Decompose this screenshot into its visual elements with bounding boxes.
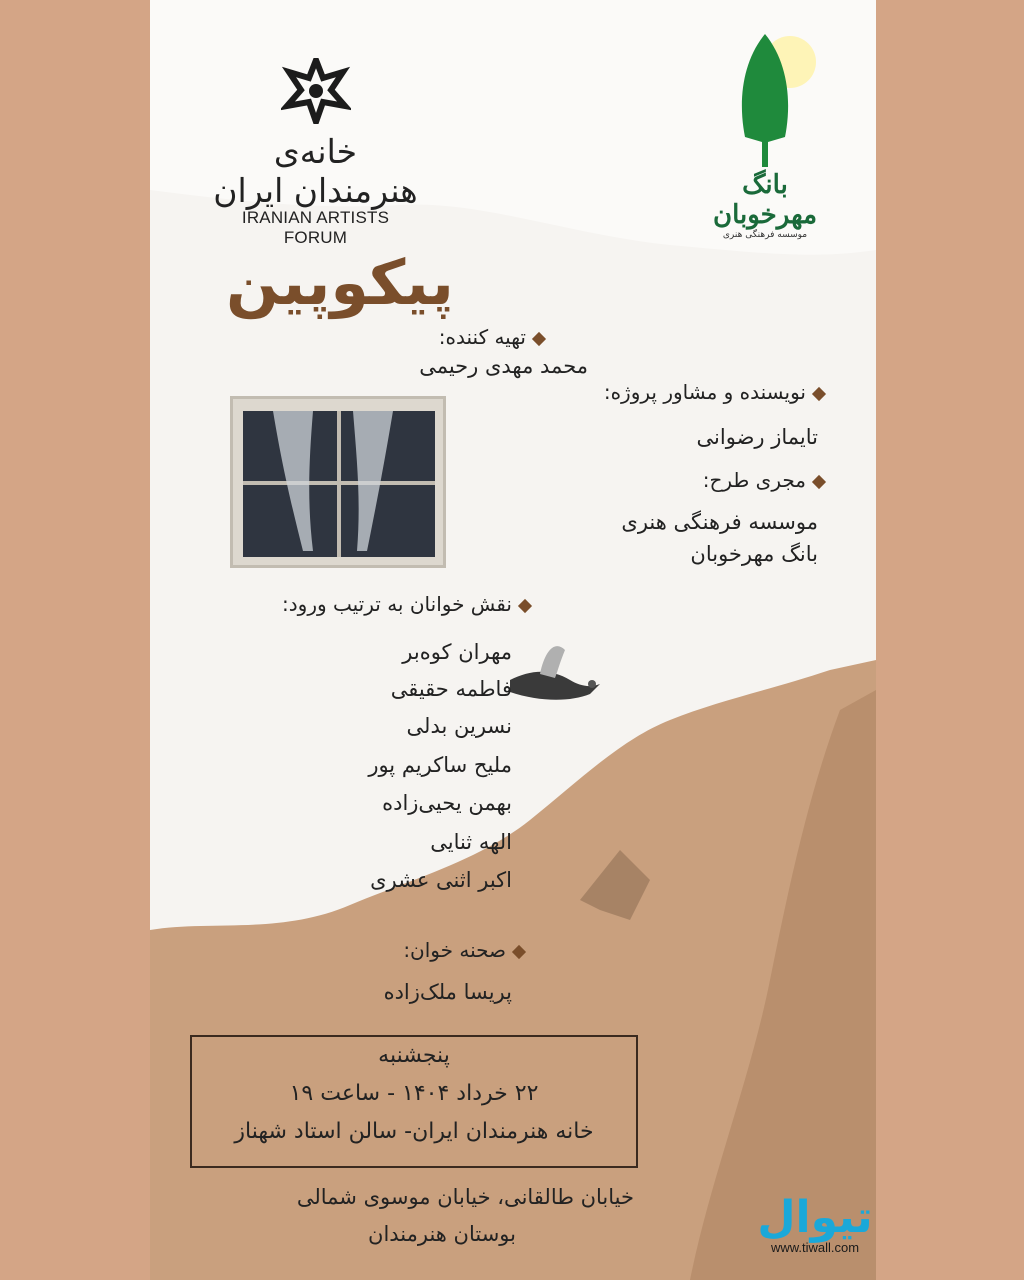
- window-image: [230, 396, 446, 568]
- pigeon-icon: [510, 646, 600, 700]
- window-pane: [243, 411, 435, 557]
- window-curtains: [243, 411, 435, 557]
- executor-line-1: موسسه فرهنگی هنری: [621, 510, 818, 534]
- play-title: پیکوپین: [226, 246, 454, 319]
- address-line-2: بوستان هنرمندان: [368, 1222, 516, 1246]
- bullet-icon: [532, 332, 546, 346]
- producer-label: تهیه کننده:: [439, 325, 544, 349]
- tiwall-watermark: [756, 1192, 874, 1255]
- bang-mehrkhooban-logo: [690, 22, 840, 240]
- cypress-tree-icon: [710, 22, 820, 172]
- address-line-1: خیابان طالقانی، خیابان موسوی شمالی: [296, 1185, 634, 1209]
- tiwall-url: www.tiwall.com: [770, 1240, 860, 1255]
- cast-name: بهمن یحیی‌زاده: [382, 791, 512, 815]
- cast-name: ملیح ساکریم پور: [368, 753, 512, 777]
- cast-name: نسرین بدلی: [406, 714, 512, 738]
- event-day: پنجشنبه: [378, 1043, 450, 1068]
- iaf-name-en: IRANIAN ARTISTS FORUM: [241, 208, 390, 247]
- tiwall-logo: تیوال: [757, 1192, 873, 1243]
- event-datetime: ۲۲ خرداد ۱۴۰۴ - ساعت ۱۹: [289, 1081, 539, 1106]
- cast-name: الهه ثنایی: [430, 830, 512, 854]
- cast-name: فاطمه حقیقی: [390, 677, 512, 701]
- writer-name: تایماز رضوانی: [696, 425, 818, 449]
- stage-reader-name: پریسا ملک‌زاده: [383, 980, 512, 1004]
- iaf-star-icon: [281, 58, 351, 124]
- bullet-icon: [518, 599, 532, 613]
- stage-reader-label: صحنه خوان:: [403, 938, 524, 962]
- producer-name: محمد مهدی رحیمی: [419, 354, 588, 378]
- bullet-icon: [512, 945, 526, 959]
- executor-label: مجری طرح:: [703, 468, 824, 492]
- cast-label: نقش خوانان به ترتیب ورود:: [282, 592, 530, 616]
- bullet-icon: [812, 387, 826, 401]
- bullet-icon: [812, 475, 826, 489]
- iranian-artists-forum-logo: [208, 58, 423, 248]
- iaf-name-fa: خانه‌ی هنرمندان ایران: [213, 132, 418, 210]
- writer-label: نویسنده و مشاور پروژه:: [604, 380, 824, 404]
- bang-subtitle: موسسه فرهنگی هنری: [722, 230, 808, 240]
- bang-name-fa: بانگ مهرخوبان: [712, 170, 817, 230]
- cast-name: اکبر اثنی عشری: [370, 868, 512, 892]
- event-venue: خانه هنرمندان ایران- سالن استاد شهناز: [234, 1119, 594, 1144]
- event-info-box: [190, 1035, 638, 1168]
- executor-line-2: بانگ مهرخوبان: [690, 542, 818, 566]
- cast-name: مهران کوه‌بر: [402, 640, 512, 664]
- poster: [150, 0, 876, 1280]
